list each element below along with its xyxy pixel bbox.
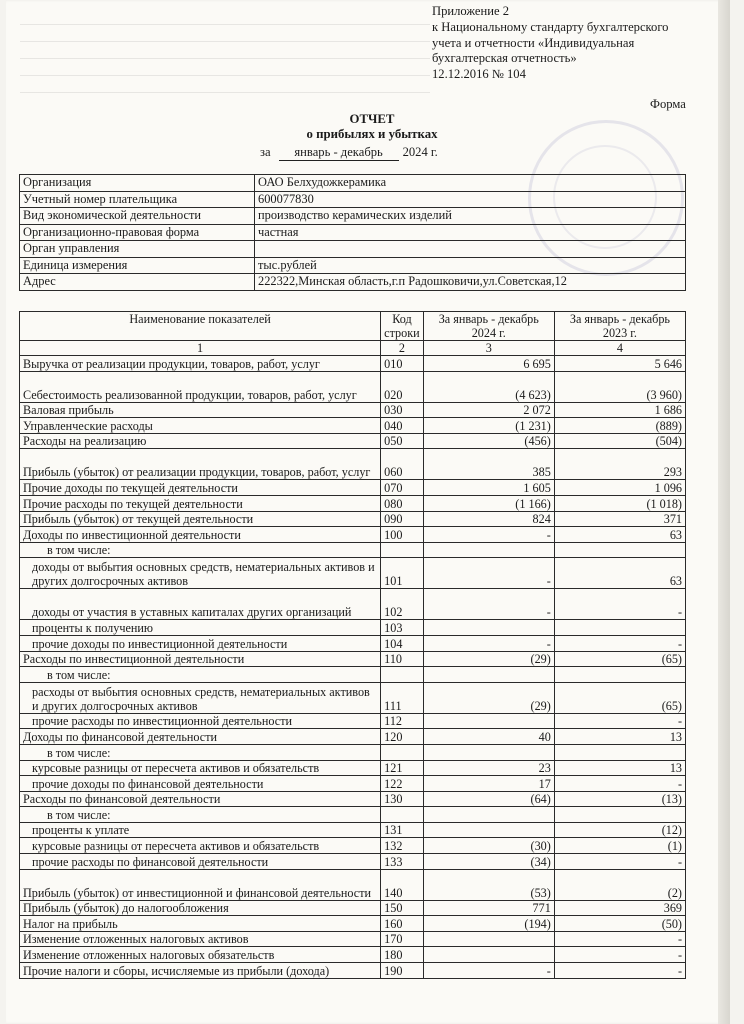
row-value-previous: - <box>554 776 685 792</box>
org-value <box>255 241 686 258</box>
row-name: Валовая прибыль <box>20 402 381 418</box>
period-value: январь - декабрь <box>279 145 399 161</box>
header-name: Наименование показателей <box>20 312 381 341</box>
row-value-current: 23 <box>423 760 554 776</box>
row-value-current <box>423 822 554 838</box>
row-value-current: (64) <box>423 791 554 807</box>
row-name: Управленческие расходы <box>20 418 381 434</box>
row-value-previous: (889) <box>554 418 685 434</box>
row-value-current: (29) <box>423 651 554 667</box>
row-code: 080 <box>381 495 424 511</box>
column-number: 2 <box>381 341 424 356</box>
report-period <box>260 145 438 161</box>
org-row <box>20 224 686 241</box>
table-header-row <box>20 312 686 341</box>
row-name: Прочие расходы по текущей деятельности <box>20 495 381 511</box>
table-row <box>20 744 686 760</box>
table-row <box>20 931 686 947</box>
row-code: 020 <box>381 371 424 402</box>
table-row <box>20 947 686 963</box>
row-code <box>381 542 424 558</box>
row-code: 050 <box>381 433 424 449</box>
row-code: 010 <box>381 356 424 372</box>
org-value: частная <box>255 224 686 241</box>
form-label: Форма <box>650 97 686 111</box>
row-code: 060 <box>381 449 424 480</box>
row-value-previous: 293 <box>554 449 685 480</box>
org-label: Организационно-правовая форма <box>20 224 255 241</box>
table-row <box>20 635 686 651</box>
row-value-current <box>423 947 554 963</box>
table-row <box>20 527 686 543</box>
table-row <box>20 667 686 683</box>
row-name: в том числе: <box>20 744 381 760</box>
column-number: 4 <box>554 341 685 356</box>
row-value-previous: 5 646 <box>554 356 685 372</box>
row-value-previous: (13) <box>554 791 685 807</box>
table-row <box>20 433 686 449</box>
table-row <box>20 449 686 480</box>
row-name: Себестоимость реализованной продукции, товаров, работ, услуг <box>20 371 381 402</box>
row-value-previous: (12) <box>554 822 685 838</box>
table-row <box>20 807 686 823</box>
row-code: 100 <box>381 527 424 543</box>
organization-info-table <box>19 174 686 291</box>
table-row <box>20 713 686 729</box>
row-value-previous: 371 <box>554 511 685 527</box>
row-value-current: 824 <box>423 511 554 527</box>
row-value-current: (1 231) <box>423 418 554 434</box>
row-code <box>381 744 424 760</box>
row-value-current: 771 <box>423 900 554 916</box>
row-value-previous: 13 <box>554 729 685 745</box>
row-name: прочие расходы по финансовой деятельности <box>20 854 381 870</box>
table-row <box>20 495 686 511</box>
row-value-current: (30) <box>423 838 554 854</box>
row-code: 150 <box>381 900 424 916</box>
row-name: прочие доходы по инвестиционной деятельности <box>20 635 381 651</box>
org-row <box>20 191 686 208</box>
table-row <box>20 651 686 667</box>
org-label: Орган управления <box>20 241 255 258</box>
table-row <box>20 822 686 838</box>
table-row <box>20 418 686 434</box>
row-value-previous <box>554 667 685 683</box>
row-value-previous: 369 <box>554 900 685 916</box>
table-row <box>20 542 686 558</box>
row-name: прочие доходы по финансовой деятельности <box>20 776 381 792</box>
row-name: Выручка от реализации продукции, товаров, работ, услуг <box>20 356 381 372</box>
column-number: 1 <box>20 341 381 356</box>
row-name: в том числе: <box>20 542 381 558</box>
row-value-current <box>423 744 554 760</box>
row-name: Налог на прибыль <box>20 916 381 932</box>
table-row <box>20 402 686 418</box>
row-name: доходы от выбытия основных средств, нематериальных активов и других долгосрочных активов <box>20 558 381 589</box>
row-name: Доходы по инвестиционной деятельности <box>20 527 381 543</box>
row-value-previous: (2) <box>554 869 685 900</box>
table-row <box>20 729 686 745</box>
row-value-previous <box>554 542 685 558</box>
row-value-previous <box>554 620 685 636</box>
row-code: 190 <box>381 963 424 979</box>
org-value: 222322,Минская область,г.п Радошковичи,ул.Советская,12 <box>255 274 686 291</box>
row-value-current: 385 <box>423 449 554 480</box>
row-name: проценты к уплате <box>20 822 381 838</box>
table-row <box>20 371 686 402</box>
appendix-line: учета и отчетности «Индивидуальная <box>432 35 635 50</box>
row-code: 131 <box>381 822 424 838</box>
row-value-previous: - <box>554 589 685 620</box>
row-value-current: (29) <box>423 682 554 713</box>
row-value-previous <box>554 744 685 760</box>
row-value-previous: (65) <box>554 682 685 713</box>
row-name: Расходы на реализацию <box>20 433 381 449</box>
appendix-header <box>432 4 732 83</box>
row-name: Прибыль (убыток) до налогообложения <box>20 900 381 916</box>
row-value-previous: 1 686 <box>554 402 685 418</box>
org-row <box>20 257 686 274</box>
org-row <box>20 208 686 225</box>
row-value-previous: (1 018) <box>554 495 685 511</box>
org-label: Организация <box>20 175 255 192</box>
row-code: 040 <box>381 418 424 434</box>
table-row <box>20 838 686 854</box>
row-code: 132 <box>381 838 424 854</box>
row-name: Доходы по финансовой деятельности <box>20 729 381 745</box>
period-prefix: за <box>260 145 271 159</box>
table-row <box>20 589 686 620</box>
row-value-previous: - <box>554 931 685 947</box>
row-value-current <box>423 667 554 683</box>
table-row <box>20 854 686 870</box>
row-code: 110 <box>381 651 424 667</box>
row-value-current: - <box>423 527 554 543</box>
row-code: 070 <box>381 480 424 496</box>
row-code: 170 <box>381 931 424 947</box>
row-name: в том числе: <box>20 807 381 823</box>
table-row <box>20 916 686 932</box>
row-value-current: 40 <box>423 729 554 745</box>
row-code: 103 <box>381 620 424 636</box>
row-name: курсовые разницы от пересчета активов и обязательств <box>20 838 381 854</box>
row-code: 030 <box>381 402 424 418</box>
row-code <box>381 667 424 683</box>
appendix-line: 12.12.2016 № 104 <box>432 67 526 82</box>
row-name: прочие расходы по инвестиционной деятельности <box>20 713 381 729</box>
row-code: 160 <box>381 916 424 932</box>
row-value-current: (4 623) <box>423 371 554 402</box>
row-value-current: - <box>423 558 554 589</box>
table-row <box>20 558 686 589</box>
table-row <box>20 791 686 807</box>
row-value-current <box>423 713 554 729</box>
row-value-previous: (65) <box>554 651 685 667</box>
row-code: 120 <box>381 729 424 745</box>
report-title: ОТЧЕТ <box>349 112 395 126</box>
appendix-line: к Национальному стандарту бухгалтерского <box>432 19 669 34</box>
row-name: Прочие налоги и сборы, исчисляемые из прибыли (дохода) <box>20 963 381 979</box>
row-value-current: 1 605 <box>423 480 554 496</box>
row-code: 121 <box>381 760 424 776</box>
row-value-current: - <box>423 589 554 620</box>
row-value-previous: 63 <box>554 558 685 589</box>
table-body <box>20 356 686 979</box>
row-value-previous: - <box>554 963 685 979</box>
column-number-row <box>20 341 686 356</box>
table-row <box>20 776 686 792</box>
row-value-previous: - <box>554 854 685 870</box>
row-value-current <box>423 807 554 823</box>
appendix-line: бухгалтерская отчетность» <box>432 51 577 66</box>
row-name: Прибыль (убыток) от текущей деятельности <box>20 511 381 527</box>
row-code: 133 <box>381 854 424 870</box>
row-code: 140 <box>381 869 424 900</box>
row-value-previous: 63 <box>554 527 685 543</box>
row-name: Расходы по инвестиционной деятельности <box>20 651 381 667</box>
row-name: Изменение отложенных налоговых обязательств <box>20 947 381 963</box>
org-value: производство керамических изделий <box>255 208 686 225</box>
row-name: Прибыль (убыток) от реализации продукции, товаров, работ, услуг <box>20 449 381 480</box>
period-year: 2024 г. <box>402 145 438 159</box>
row-name: проценты к получению <box>20 620 381 636</box>
row-value-current: (1 166) <box>423 495 554 511</box>
row-value-current: - <box>423 963 554 979</box>
org-value: тыс.рублей <box>255 257 686 274</box>
row-value-current: (53) <box>423 869 554 900</box>
row-value-previous: - <box>554 713 685 729</box>
row-name: в том числе: <box>20 667 381 683</box>
table-row <box>20 620 686 636</box>
row-value-current: (456) <box>423 433 554 449</box>
row-value-current: (34) <box>423 854 554 870</box>
row-value-current <box>423 620 554 636</box>
row-value-current: - <box>423 635 554 651</box>
org-label: Вид экономической деятельности <box>20 208 255 225</box>
row-value-previous: - <box>554 947 685 963</box>
row-name: Прочие доходы по текущей деятельности <box>20 480 381 496</box>
row-value-current: 2 072 <box>423 402 554 418</box>
table-row <box>20 682 686 713</box>
org-value: ОАО Белхудожкерамика <box>255 175 686 192</box>
org-row <box>20 274 686 291</box>
row-name: доходы от участия в уставных капиталах других организаций <box>20 589 381 620</box>
row-name: курсовые разницы от пересчета активов и обязательств <box>20 760 381 776</box>
row-value-previous: (3 960) <box>554 371 685 402</box>
row-value-previous: 13 <box>554 760 685 776</box>
table-row <box>20 760 686 776</box>
row-value-current: 17 <box>423 776 554 792</box>
row-value-previous: (504) <box>554 433 685 449</box>
row-value-current <box>423 931 554 947</box>
org-row <box>20 175 686 192</box>
row-name: Расходы по финансовой деятельности <box>20 791 381 807</box>
row-value-current: 6 695 <box>423 356 554 372</box>
table-row <box>20 356 686 372</box>
table-row <box>20 963 686 979</box>
row-value-previous: 1 096 <box>554 480 685 496</box>
row-code <box>381 807 424 823</box>
row-code: 130 <box>381 791 424 807</box>
page-edge-shadow <box>718 0 730 1024</box>
table-row <box>20 511 686 527</box>
row-value-previous: (1) <box>554 838 685 854</box>
row-value-current: (194) <box>423 916 554 932</box>
row-code: 102 <box>381 589 424 620</box>
org-value: 600077830 <box>255 191 686 208</box>
row-code: 101 <box>381 558 424 589</box>
header-code: Код строки <box>381 312 424 341</box>
row-code: 111 <box>381 682 424 713</box>
org-label: Адрес <box>20 274 255 291</box>
header-current: За январь - декабрь 2024 г. <box>423 312 554 341</box>
row-value-previous: (50) <box>554 916 685 932</box>
org-label: Учетный номер плательщика <box>20 191 255 208</box>
appendix-line: Приложение 2 <box>432 4 510 18</box>
row-value-previous <box>554 807 685 823</box>
column-number: 3 <box>423 341 554 356</box>
row-code: 104 <box>381 635 424 651</box>
row-value-previous: - <box>554 635 685 651</box>
row-value-current <box>423 542 554 558</box>
table-row <box>20 480 686 496</box>
org-label: Единица измерения <box>20 257 255 274</box>
row-code: 112 <box>381 713 424 729</box>
row-code: 180 <box>381 947 424 963</box>
row-name: Прибыль (убыток) от инвестиционной и финансовой деятельности <box>20 869 381 900</box>
profit-loss-table <box>19 311 686 979</box>
row-code: 090 <box>381 511 424 527</box>
row-code: 122 <box>381 776 424 792</box>
org-row <box>20 241 686 258</box>
row-name: Изменение отложенных налоговых активов <box>20 931 381 947</box>
table-row <box>20 900 686 916</box>
report-subtitle: о прибылях и убытках <box>306 127 438 141</box>
table-row <box>20 869 686 900</box>
header-previous: За январь - декабрь 2023 г. <box>554 312 685 341</box>
show-through-lines <box>20 8 430 98</box>
row-name: расходы от выбытия основных средств, нематериальных активов и других долгосрочных активов <box>20 682 381 713</box>
